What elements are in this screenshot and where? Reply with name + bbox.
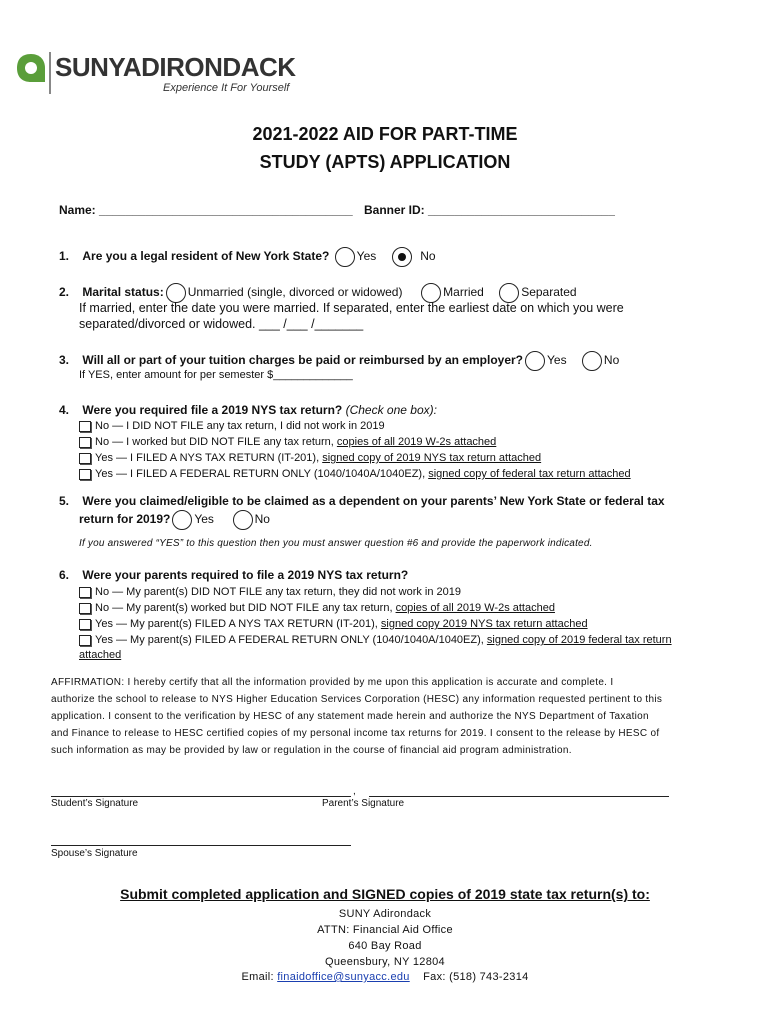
q4-option-4-requirement: signed copy of federal tax return attached [428,468,631,480]
q1-no-radio[interactable] [392,247,412,267]
q5-text-line1: Were you claimed/eligible to be claimed as a dependent on your parents’ New York State or federal tax [82,494,665,508]
parent-signature-label: Parent’s Signature [322,798,405,809]
q1-text: Are you a legal resident of New York State? [82,249,330,264]
q6-option-3-checkbox[interactable] [79,619,91,630]
q6-option-2-text: No — My parent(s) worked but DID NOT FILE any tax return, [95,602,396,614]
address-line-1: SUNY Adirondack [338,908,432,920]
affirmation-line-5: such information as may be provided by law or regulation in the course of financial aid program administration. [51,745,572,756]
q6-number: 6. [59,568,70,582]
q5-no-radio[interactable] [233,510,253,530]
email-link[interactable]: finaidoffice@sunyacc.edu [277,971,410,983]
q3-amount-field[interactable]: If YES, enter amount for per semester $_____________ [79,369,353,381]
q6-option-4-wrap: attached [79,649,122,661]
q4-option-2-text: No — I worked but DID NOT FILE any tax return, [95,436,337,448]
affirmation-line-4: and Finance to release to HESC certified copies of my personal income tax returns for 2019. I consent to the release by HESC of [51,728,660,739]
q2-separated-radio[interactable] [499,283,519,303]
spouse-signature-line[interactable] [51,845,351,846]
q3-no-radio[interactable] [582,351,602,371]
student-signature-label: Student’s Signature [51,798,139,809]
address-line-3: 640 Bay Road [348,940,422,952]
q4-option-3-checkbox[interactable] [79,453,91,464]
q4-text: Were you required file a 2019 NYS tax return? [82,403,343,417]
email-label: Email: [241,971,278,983]
question-6 [59,568,408,582]
address-line-4: Queensbury, NY 12804 [325,956,445,968]
affirmation-line-2: authorize the school to release to NYS Higher Education Services Corporation (HESC) any information requested pertinent to this [51,694,663,705]
q4-option-2-checkbox[interactable] [79,437,91,448]
q2-text: Marital status: [82,285,164,300]
q2-instructions-line1: If married, enter the date you were married. If separated, enter the earliest date on which you were [79,301,624,315]
q2-unmarried-radio[interactable] [166,283,186,303]
q4-option-3-requirement: signed copy of 2019 NYS tax return attached [322,452,542,464]
banner-id-field[interactable]: Banner ID: ____________________________ [364,203,615,217]
q4-option-1-checkbox[interactable] [79,421,91,432]
q6-option-4-requirement: signed copy of 2019 federal tax return [486,634,672,646]
question-5-line1 [59,494,665,508]
q6-option-4-checkbox[interactable] [79,635,91,646]
q1-number: 1. [59,249,70,264]
q6-option-3[interactable] [79,618,588,630]
logo-icon [15,52,47,84]
logo-name-part1: SUNY [55,52,123,82]
address-line-2: ATTN: Financial Aid Office [317,924,453,936]
logo-name-part2: ADIRONDACK [122,52,296,82]
q5-yes-label: Yes [194,512,214,527]
q4-option-3-text: Yes — I FILED A NYS TAX RETURN (IT-201), [95,452,323,464]
affirmation-text [51,674,716,759]
q2-married-radio[interactable] [421,283,441,303]
q4-option-1[interactable] [79,420,385,432]
spouse-signature-label: Spouse’s Signature [51,848,138,859]
question-5-line2 [79,510,270,530]
q4-option-4[interactable] [79,468,631,480]
q2-married-label: Married [443,285,484,300]
logo-tagline: Experience It For Yourself [163,82,290,94]
student-signature-line[interactable] [51,796,351,797]
parent-signature-line[interactable] [369,796,669,797]
q3-text: Will all or part of your tuition charges be paid or reimbursed by an employer? [82,353,523,368]
q2-date-field[interactable]: separated/divorced or widowed. ___ /___ /_______ [79,317,364,331]
q4-option-3[interactable] [79,452,541,464]
logo-wordmark [55,52,296,83]
page-title-line1: 2021-2022 AID FOR PART-TIME [252,124,518,144]
name-field[interactable]: Name: ______________________________________ [59,203,353,217]
q6-option-4[interactable] [79,634,672,646]
q5-note: If you answered “YES” to this question then you must answer question #6 and provide the paperwork indicated. [79,538,593,549]
q6-option-3-requirement: signed copy 2019 NYS tax return attached [380,618,588,630]
q2-number: 2. [59,285,70,300]
q3-yes-label: Yes [547,353,567,368]
question-4 [59,403,437,417]
q5-yes-radio[interactable] [172,510,192,530]
submit-heading-text: Submit completed application and SIGNED copies of 2019 state tax return(s) to: [120,886,650,902]
q6-option-4-text: Yes — My parent(s) FILED A FEDERAL RETURN ONLY (1040/1040A/1040EZ), [95,634,487,646]
question-2 [59,283,577,303]
q6-option-1-checkbox[interactable] [79,587,91,598]
page-title-line2: STUDY (APTS) APPLICATION [259,152,511,172]
q4-hint: (Check one box): [345,403,437,417]
q5-no-label: No [254,512,270,527]
q6-option-2[interactable] [79,602,555,614]
q3-number: 3. [59,353,70,368]
q6-option-2-requirement: copies of all 2019 W-2s attached [395,602,555,614]
signature-separator: , [353,786,356,797]
affirmation-line-1: AFFIRMATION: I hereby certify that all the information provided by me upon this application is accurate and complete. I [51,677,614,688]
q1-no-label: No [420,249,436,264]
q1-yes-label: Yes [356,249,377,264]
q4-option-4-text: Yes — I FILED A FEDERAL RETURN ONLY (1040/1040A/1040EZ), [95,468,429,480]
q4-option-1-text: No — I DID NOT FILE any tax return, I did not work in 2019 [95,420,385,432]
q6-option-1-text: No — My parent(s) DID NOT FILE any tax return, they did not work in 2019 [95,586,461,598]
q2-unmarried-label: Unmarried (single, divorced or widowed) [187,285,403,300]
q5-number: 5. [59,494,70,508]
q4-number: 4. [59,403,70,417]
q3-yes-radio[interactable] [525,351,545,371]
q6-text: Were your parents required to file a 2019 NYS tax return? [82,568,409,582]
q6-option-3-text: Yes — My parent(s) FILED A NYS TAX RETURN (IT-201), [95,618,381,630]
q5-text-line2: return for 2019? [79,512,171,527]
q4-option-2[interactable] [79,436,496,448]
q4-option-2-requirement: copies of all 2019 W-2s attached [336,436,497,448]
q1-yes-radio[interactable] [335,247,355,267]
q6-option-1[interactable] [79,586,461,598]
question-1 [59,247,436,267]
fax-number: Fax: (518) 743-2314 [423,971,529,983]
q2-separated-label: Separated [521,285,577,300]
contact-line [0,971,770,983]
q3-no-label: No [603,353,620,368]
logo-divider [49,52,51,94]
q6-option-2-checkbox[interactable] [79,603,91,614]
q4-option-4-checkbox[interactable] [79,469,91,480]
question-3 [59,351,619,371]
submit-heading [0,886,770,902]
affirmation-line-3: application. I consent to the verification by HESC of any statement made herein and authorize the NYS Department of Taxation [51,711,649,722]
